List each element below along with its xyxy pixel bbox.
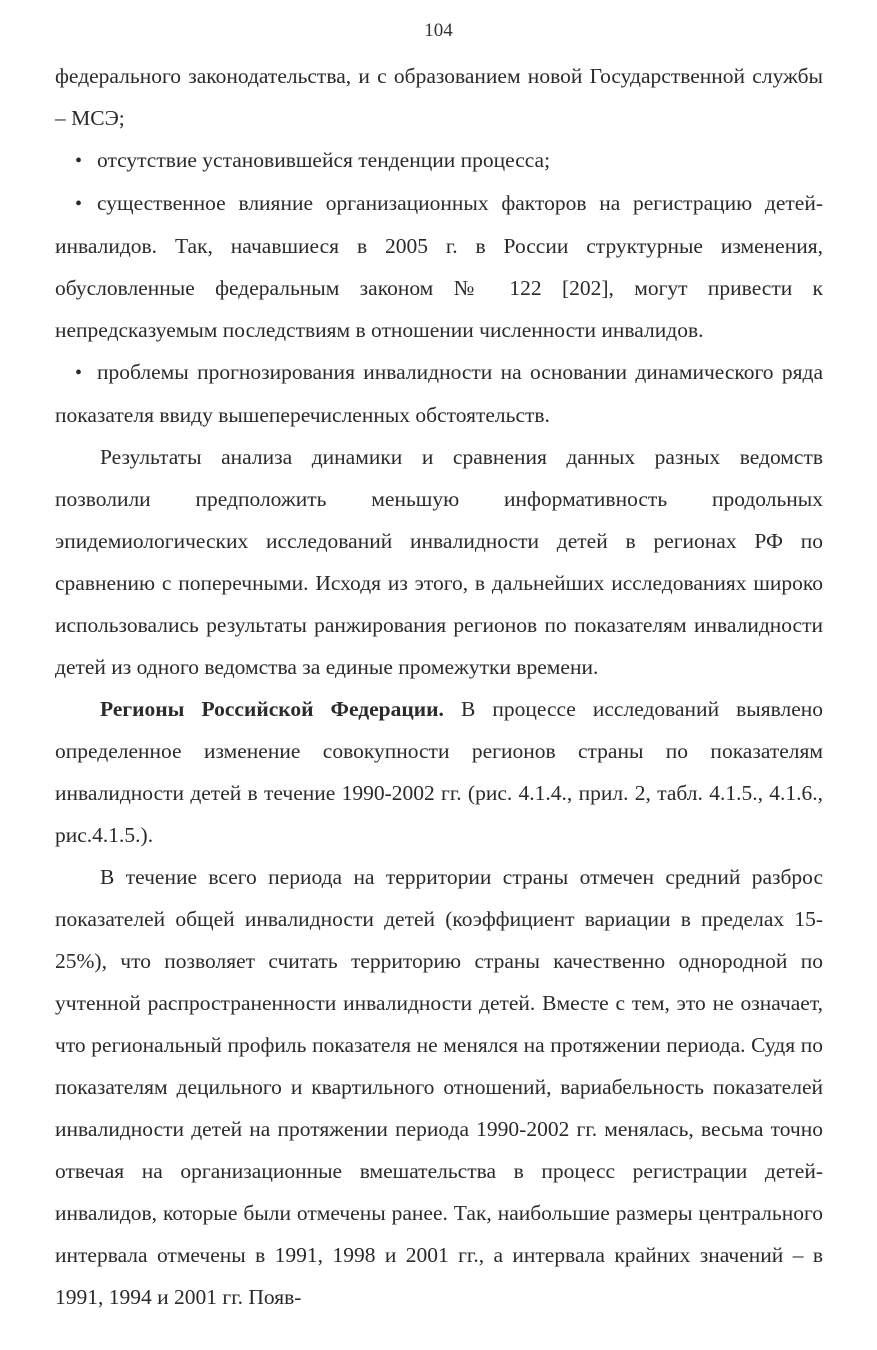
bullet-item: • существенное влияние организационных факторов на регистрацию детей-инвалидов. Так, начавшиеся в 2005 г. в России структурные изменения, обусловленные федеральным законом № 122 [202], могут привести к непредсказуемым последствиям в отношении численности инвалидов. (55, 182, 823, 351)
paragraph-regions (55, 688, 823, 856)
paragraph-continuation: федерального законодательства, и с образованием новой Государственной службы – МСЭ; (55, 64, 823, 130)
paragraph-text: В процессе исследований выявлено определенное изменение совокупности регионов страны по показателям инвалидности детей в течение 1990-2002 гг. (рис. 4.1.4., прил. 2, табл. 4.1.5., 4.1.6., рис.4.1.5.). (55, 697, 823, 847)
bullet-item: • проблемы прогнозирования инвалидности на основании динамического ряда показателя ввиду вышеперечисленных обстоятельств. (55, 351, 823, 436)
page-number: 104 (424, 20, 453, 41)
paragraph: В течение всего периода на территории страны отмечен средний разброс показателей общей инвалидности детей (коэффициент вариации в пределах 15-25%), что позволяет считать территорию страны качественно однородной по учтенной распространенности инвалидности детей. Вместе с тем, это не означает, что региональный профиль показателя не менялся на протяжении периода. Судя по показателям децильного и квартильного отношений, вариабельность показателей инвалидности детей на протяжении периода 1990-2002 гг. менялась, весьма точно отвечая на организационные вмешательства в процесс регистрации детей-инвалидов, которые были отмечены ранее. Так, наибольшие размеры центрального интервала отмечены в 1991, 1998 и 2001 гг., а интервала крайних значений – в 1991, 1994 и 2001 гг. Появ- (55, 865, 823, 1309)
section-lead-heading: Регионы Российской Федерации. (100, 697, 444, 721)
bullet-item: • отсутствие установившейся тенденции процесса; (55, 139, 823, 182)
paragraph: Результаты анализа динамики и сравнения данных разных ведомств позволили предположить меньшую информативность продольных эпидемиологических исследований инвалидности детей в регионах РФ по сравнению с поперечными. Исходя из этого, в дальнейших исследованиях широко использовались результаты ранжирования регионов по показателям инвалидности детей из одного ведомства за единые промежутки времени. (55, 445, 823, 679)
body-text (55, 55, 823, 1318)
